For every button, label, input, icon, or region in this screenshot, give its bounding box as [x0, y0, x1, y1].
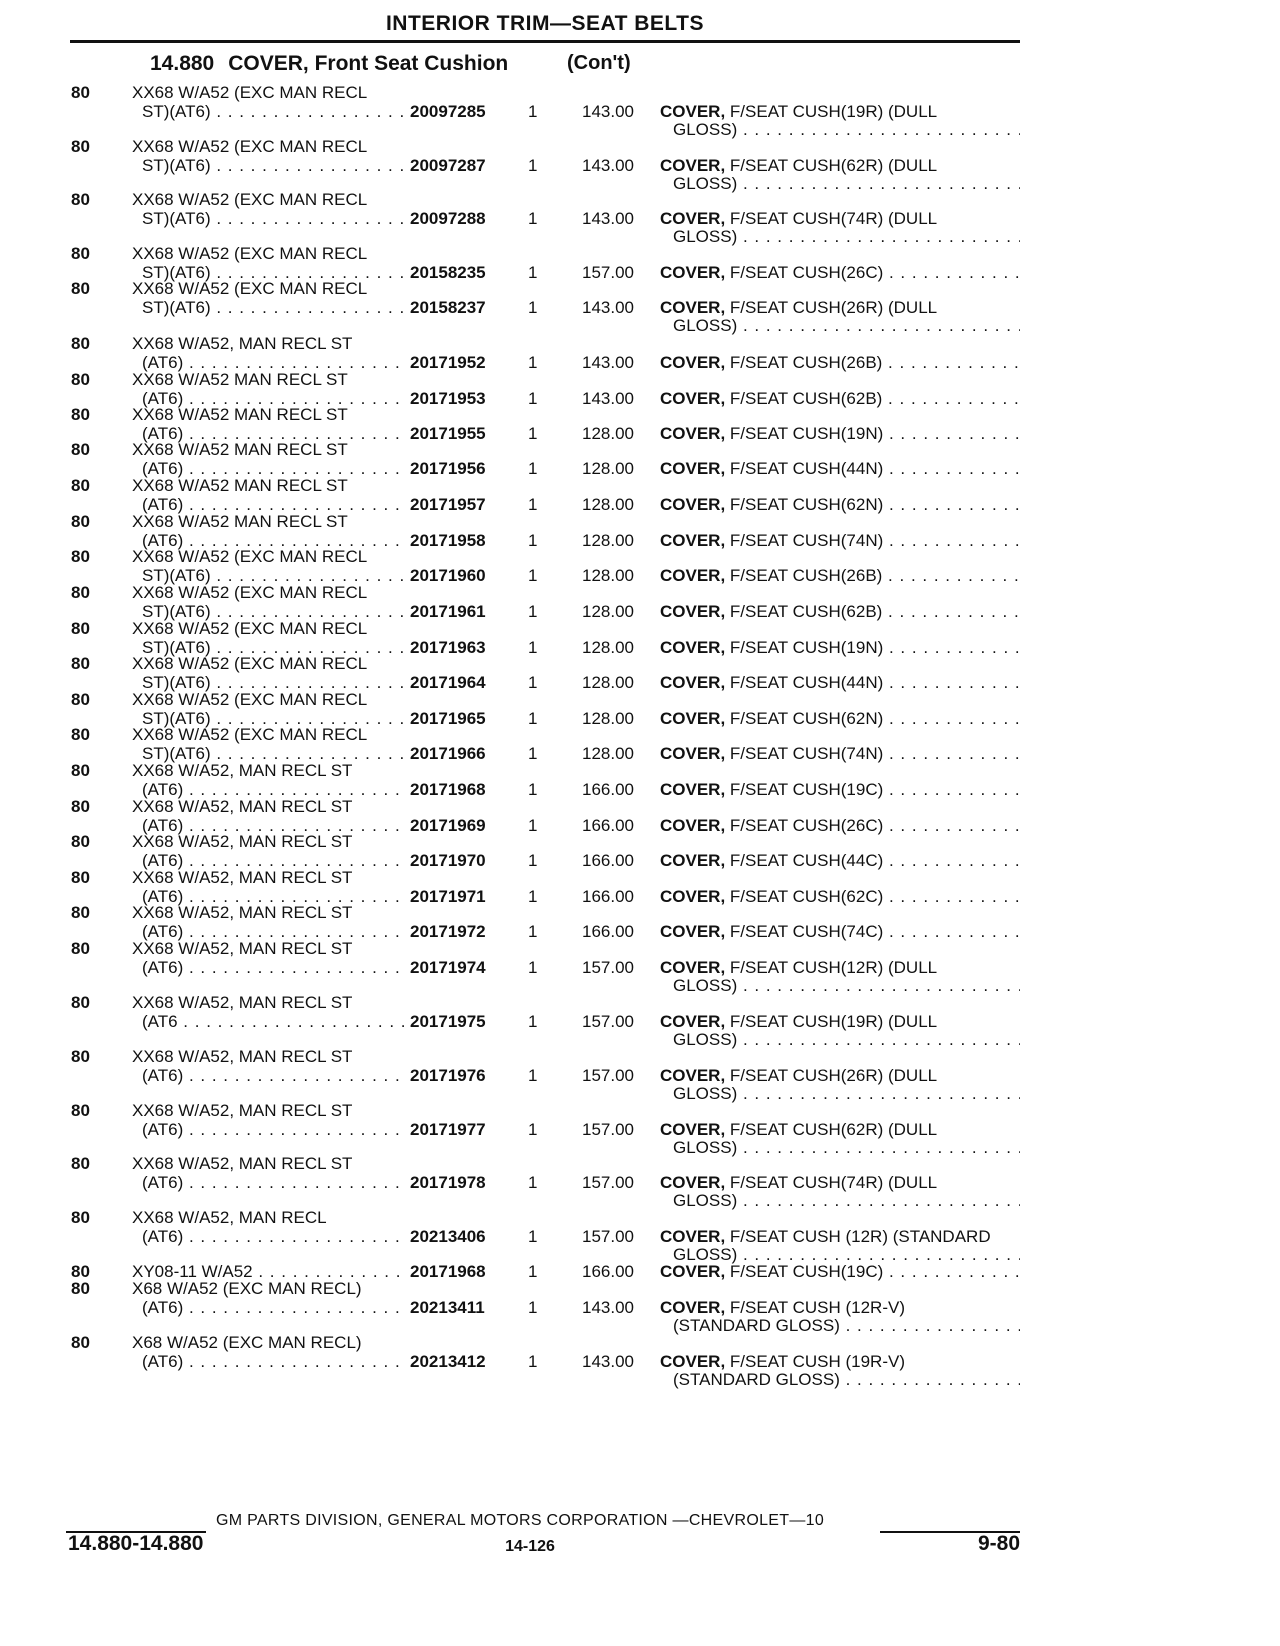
- row-quantity: 1: [528, 922, 538, 941]
- row-quantity: 1: [528, 389, 538, 408]
- row-price: 166.00: [582, 1262, 634, 1281]
- row-description-line1: COVER, F/SEAT CUSH(74R) (DULL: [660, 210, 938, 228]
- row-model-line2: (AT6) . . .: [142, 532, 404, 550]
- row-description-line1: COVER, F/SEAT CUSH(74N) . . .: [660, 532, 1020, 550]
- row-quantity: 1: [528, 744, 538, 763]
- row-quantity: 1: [528, 156, 538, 175]
- row-model-line1: X68 W/A52 (EXC MAN RECL): [132, 1279, 362, 1298]
- row-model-line2: (AT6) . . .: [142, 817, 404, 835]
- row-price: 143.00: [582, 298, 634, 317]
- row-price: 128.00: [582, 638, 634, 657]
- row-description-line2: GLOSS) . . .: [673, 1085, 1020, 1103]
- row-part-number: 20097287: [410, 156, 486, 175]
- row-model-line1: XX68 W/A52, MAN RECL ST: [132, 832, 353, 851]
- row-model-line2: ST)(AT6) . . .: [142, 639, 404, 657]
- row-price: 143.00: [582, 156, 634, 175]
- row-model-line2: ST)(AT6) . . .: [142, 157, 404, 175]
- row-code: 80: [71, 832, 90, 851]
- row-code: 80: [71, 512, 90, 531]
- row-quantity: 1: [528, 459, 538, 478]
- row-price: 143.00: [582, 102, 634, 121]
- row-part-number: 20171970: [410, 851, 486, 870]
- row-model-line2: (AT6) . . .: [142, 390, 404, 408]
- row-description-line1: COVER, F/SEAT CUSH (12R-V): [660, 1299, 905, 1317]
- row-model-line2: (AT6) . . .: [142, 888, 404, 906]
- row-part-number: 20171957: [410, 495, 486, 514]
- row-model-line1: XX68 W/A52 (EXC MAN RECL: [132, 137, 368, 156]
- row-model-line1: XX68 W/A52 (EXC MAN RECL: [132, 690, 368, 709]
- row-model-line1: XX68 W/A52 (EXC MAN RECL: [132, 244, 368, 263]
- row-model-line1: XX68 W/A52 (EXC MAN RECL: [132, 547, 368, 566]
- row-part-number: 20171958: [410, 531, 486, 550]
- row-code: 80: [71, 244, 90, 263]
- row-description-line1: COVER, F/SEAT CUSH(74N) . . .: [660, 745, 1020, 763]
- row-part-number: 20171977: [410, 1120, 486, 1139]
- row-model-line2: (AT6) . . .: [142, 1228, 404, 1246]
- row-price: 166.00: [582, 816, 634, 835]
- row-model-line2: ST)(AT6) . . .: [142, 603, 404, 621]
- row-description-line2: GLOSS) . . .: [673, 228, 1020, 246]
- row-model-line2: ST)(AT6) . . .: [142, 674, 404, 692]
- row-code: 80: [71, 1101, 90, 1120]
- row-model-line2: (AT6) . . .: [142, 1121, 404, 1139]
- row-description-line1: COVER, F/SEAT CUSH(19C) . . .: [660, 1263, 1020, 1281]
- row-price: 128.00: [582, 673, 634, 692]
- row-description-line1: COVER, F/SEAT CUSH(44N) . . .: [660, 674, 1020, 692]
- row-model-line1: XX68 W/A52, MAN RECL ST: [132, 1154, 353, 1173]
- row-description-line1: COVER, F/SEAT CUSH(62B) . . .: [660, 390, 1020, 408]
- row-model-line2: (AT6 . . .: [142, 1013, 404, 1031]
- row-model-line1: XX68 W/A52, MAN RECL ST: [132, 1101, 353, 1120]
- row-part-number: 20171969: [410, 816, 486, 835]
- row-model-line1: XX68 W/A52 MAN RECL ST: [132, 405, 348, 424]
- row-code: 80: [71, 761, 90, 780]
- row-model-line2: (AT6) . . .: [142, 781, 404, 799]
- row-description-line1: COVER, F/SEAT CUSH(26R) (DULL: [660, 299, 938, 317]
- row-code: 80: [71, 1279, 90, 1298]
- row-description-line1: COVER, F/SEAT CUSH(44N) . . .: [660, 460, 1020, 478]
- row-model-line2: (AT6) . . .: [142, 460, 404, 478]
- row-description-line1: COVER, F/SEAT CUSH(19N) . . .: [660, 425, 1020, 443]
- row-part-number: 20171963: [410, 638, 486, 657]
- row-description-line1: COVER, F/SEAT CUSH(19R) (DULL: [660, 1013, 938, 1031]
- row-price: 128.00: [582, 495, 634, 514]
- row-price: 166.00: [582, 887, 634, 906]
- row-description-line1: COVER, F/SEAT CUSH(74C) . . .: [660, 923, 1020, 941]
- row-quantity: 1: [528, 958, 538, 977]
- row-model-line1: XX68 W/A52 MAN RECL ST: [132, 476, 348, 495]
- row-model-line2: (AT6) . . .: [142, 852, 404, 870]
- row-code: 80: [71, 405, 90, 424]
- section-continued: (Con't): [567, 52, 631, 74]
- row-quantity: 1: [528, 709, 538, 728]
- row-description-line1: COVER, F/SEAT CUSH(62R) (DULL: [660, 1121, 938, 1139]
- row-model-line1: XX68 W/A52 (EXC MAN RECL: [132, 583, 368, 602]
- row-part-number: 20171953: [410, 389, 486, 408]
- row-price: 166.00: [582, 780, 634, 799]
- row-quantity: 1: [528, 1227, 538, 1246]
- row-part-number: 20213412: [410, 1352, 486, 1371]
- row-price: 143.00: [582, 1352, 634, 1371]
- row-quantity: 1: [528, 209, 538, 228]
- row-part-number: 20171952: [410, 353, 486, 372]
- row-quantity: 1: [528, 638, 538, 657]
- row-price: 128.00: [582, 744, 634, 763]
- row-part-number: 20171975: [410, 1012, 486, 1031]
- row-price: 143.00: [582, 389, 634, 408]
- row-part-number: 20171964: [410, 673, 486, 692]
- row-quantity: 1: [528, 353, 538, 372]
- row-quantity: 1: [528, 1173, 538, 1192]
- row-part-number: 20171976: [410, 1066, 486, 1085]
- row-description-line1: COVER, F/SEAT CUSH(62R) (DULL: [660, 157, 938, 175]
- row-quantity: 1: [528, 102, 538, 121]
- row-quantity: 1: [528, 816, 538, 835]
- row-description-line1: COVER, F/SEAT CUSH(19N) . . .: [660, 639, 1020, 657]
- row-quantity: 1: [528, 531, 538, 550]
- row-part-number: 20171972: [410, 922, 486, 941]
- row-quantity: 1: [528, 780, 538, 799]
- row-description-line1: COVER, F/SEAT CUSH(26B) . . .: [660, 567, 1020, 585]
- row-description-line2: (STANDARD GLOSS) . . .: [673, 1317, 1020, 1335]
- row-model-line1: XX68 W/A52 (EXC MAN RECL: [132, 619, 368, 638]
- row-code: 80: [71, 993, 90, 1012]
- row-description-line2: GLOSS) . . .: [673, 1139, 1020, 1157]
- row-model-line1: XX68 W/A52, MAN RECL ST: [132, 797, 353, 816]
- row-model-line1: XX68 W/A52, MAN RECL ST: [132, 903, 353, 922]
- row-model-line1: XX68 W/A52 MAN RECL ST: [132, 440, 348, 459]
- row-model-line2: ST)(AT6) . . .: [142, 103, 404, 121]
- row-part-number: 20171966: [410, 744, 486, 763]
- row-model-line1: XX68 W/A52 (EXC MAN RECL: [132, 83, 368, 102]
- row-code: 80: [71, 547, 90, 566]
- row-model-line2: ST)(AT6) . . .: [142, 299, 404, 317]
- row-description-line1: COVER, F/SEAT CUSH (12R) (STANDARD: [660, 1228, 991, 1246]
- row-model-line1: X68 W/A52 (EXC MAN RECL): [132, 1333, 362, 1352]
- row-model-line1: XX68 W/A52, MAN RECL ST: [132, 868, 353, 887]
- section-heading: [150, 52, 631, 76]
- section-name: COVER, Front Seat Cushion: [228, 52, 509, 75]
- row-model-line2: ST)(AT6) . . .: [142, 567, 404, 585]
- row-code: 80: [71, 279, 90, 298]
- row-code: 80: [71, 440, 90, 459]
- row-quantity: 1: [528, 263, 538, 282]
- row-code: 80: [71, 1047, 90, 1066]
- row-code: 80: [71, 137, 90, 156]
- row-description-line2: (STANDARD GLOSS) . . .: [673, 1371, 1020, 1389]
- row-code: 80: [71, 370, 90, 389]
- row-model-line2: ST)(AT6) . . .: [142, 210, 404, 228]
- row-model-line2: ST)(AT6) . . .: [142, 745, 404, 763]
- row-description-line2: GLOSS) . . .: [673, 977, 1020, 995]
- row-code: 80: [71, 797, 90, 816]
- row-price: 128.00: [582, 459, 634, 478]
- row-model-line2: ST)(AT6) . . .: [142, 264, 404, 282]
- row-model-line2: (AT6) . . .: [142, 1353, 404, 1371]
- row-quantity: 1: [528, 566, 538, 585]
- row-code: 80: [71, 1208, 90, 1227]
- footer-page-number: 14-126: [505, 1538, 555, 1555]
- row-description-line1: COVER, F/SEAT CUSH (19R-V): [660, 1353, 905, 1371]
- title-rule: [70, 40, 1020, 43]
- row-part-number: 20171968: [410, 1262, 486, 1281]
- row-price: 166.00: [582, 922, 634, 941]
- row-price: 157.00: [582, 958, 634, 977]
- row-description-line1: COVER, F/SEAT CUSH(26R) (DULL: [660, 1067, 938, 1085]
- row-model-line2: (AT6) . . .: [142, 923, 404, 941]
- row-code: 80: [71, 1154, 90, 1173]
- row-part-number: 20171978: [410, 1173, 486, 1192]
- row-part-number: 20171961: [410, 602, 486, 621]
- row-part-number: 20171965: [410, 709, 486, 728]
- row-part-number: 20171960: [410, 566, 486, 585]
- row-quantity: 1: [528, 1120, 538, 1139]
- row-price: 128.00: [582, 602, 634, 621]
- row-code: 80: [71, 939, 90, 958]
- row-quantity: 1: [528, 1352, 538, 1371]
- row-description-line1: COVER, F/SEAT CUSH(26C) . . .: [660, 817, 1020, 835]
- row-quantity: 1: [528, 887, 538, 906]
- row-description-line1: COVER, F/SEAT CUSH(62N) . . .: [660, 710, 1020, 728]
- row-model-line1: XX68 W/A52 MAN RECL ST: [132, 370, 348, 389]
- row-quantity: 1: [528, 298, 538, 317]
- row-model-line2: (AT6) . . .: [142, 425, 404, 443]
- row-model-line2: (AT6) . . .: [142, 496, 404, 514]
- row-code: 80: [71, 868, 90, 887]
- row-price: 157.00: [582, 1173, 634, 1192]
- row-model-line2: (AT6) . . .: [142, 1067, 404, 1085]
- row-quantity: 1: [528, 1012, 538, 1031]
- row-description-line1: COVER, F/SEAT CUSH(26B) . . .: [660, 354, 1020, 372]
- row-part-number: 20158237: [410, 298, 486, 317]
- row-quantity: 1: [528, 851, 538, 870]
- row-code: 80: [71, 1333, 90, 1352]
- row-part-number: 20171968: [410, 780, 486, 799]
- row-quantity: 1: [528, 673, 538, 692]
- row-model-line2: (AT6) . . .: [142, 959, 404, 977]
- row-quantity: 1: [528, 424, 538, 443]
- row-price: 157.00: [582, 1227, 634, 1246]
- row-description-line1: COVER, F/SEAT CUSH(44C) . . .: [660, 852, 1020, 870]
- row-part-number: 20171971: [410, 887, 486, 906]
- row-quantity: 1: [528, 1298, 538, 1317]
- row-quantity: 1: [528, 1262, 538, 1281]
- row-description-line2: GLOSS) . . .: [673, 121, 1020, 139]
- row-price: 128.00: [582, 709, 634, 728]
- row-model-line1: XX68 W/A52 (EXC MAN RECL: [132, 279, 368, 298]
- row-code: 80: [71, 725, 90, 744]
- row-price: 157.00: [582, 1012, 634, 1031]
- row-model-line1: XX68 W/A52 (EXC MAN RECL: [132, 654, 368, 673]
- row-description-line2: GLOSS) . . .: [673, 317, 1020, 335]
- row-description-line2: GLOSS) . . .: [673, 1031, 1020, 1049]
- row-quantity: 1: [528, 495, 538, 514]
- row-model-line2: (AT6) . . .: [142, 354, 404, 372]
- row-model-line1: XX68 W/A52 (EXC MAN RECL: [132, 190, 368, 209]
- row-part-number: 20097285: [410, 102, 486, 121]
- row-model-line2: ST)(AT6) . . .: [142, 710, 404, 728]
- row-description-line2: GLOSS) . . .: [673, 175, 1020, 193]
- row-model-line1: XX68 W/A52, MAN RECL ST: [132, 993, 353, 1012]
- row-price: 128.00: [582, 531, 634, 550]
- row-price: 128.00: [582, 566, 634, 585]
- row-description-line1: COVER, F/SEAT CUSH(19R) (DULL: [660, 103, 938, 121]
- row-part-number: 20171955: [410, 424, 486, 443]
- row-description-line1: COVER, F/SEAT CUSH(62C) . . .: [660, 888, 1020, 906]
- row-description-line1: COVER, F/SEAT CUSH(19C) . . .: [660, 781, 1020, 799]
- row-model-line1: XX68 W/A52, MAN RECL ST: [132, 1047, 353, 1066]
- row-description-line1: COVER, F/SEAT CUSH(26C) . . .: [660, 264, 1020, 282]
- row-model-line1: XX68 W/A52 MAN RECL ST: [132, 512, 348, 531]
- row-price: 166.00: [582, 851, 634, 870]
- row-part-number: 20097288: [410, 209, 486, 228]
- row-code: 80: [71, 476, 90, 495]
- row-description-line1: COVER, F/SEAT CUSH(12R) (DULL: [660, 959, 938, 977]
- row-part-number: 20213411: [410, 1298, 485, 1317]
- row-price: 157.00: [582, 1120, 634, 1139]
- row-model-line2: (AT6) . . .: [142, 1299, 404, 1317]
- row-description-line2: GLOSS) . . .: [673, 1192, 1020, 1210]
- row-part-number: 20213406: [410, 1227, 486, 1246]
- row-description-line1: COVER, F/SEAT CUSH(62N) . . .: [660, 496, 1020, 514]
- row-part-number: 20171956: [410, 459, 486, 478]
- row-code: 80: [71, 619, 90, 638]
- row-price: 157.00: [582, 1066, 634, 1085]
- footer-date: 9-80: [977, 1532, 1020, 1555]
- row-model-line1: XX68 W/A52, MAN RECL ST: [132, 761, 353, 780]
- row-price: 143.00: [582, 353, 634, 372]
- row-description-line2: GLOSS) . . .: [673, 1246, 1020, 1264]
- row-description-line1: COVER, F/SEAT CUSH(74R) (DULL: [660, 1174, 938, 1192]
- row-description-line1: COVER, F/SEAT CUSH(62B) . . .: [660, 603, 1020, 621]
- row-price: 157.00: [582, 263, 634, 282]
- row-part-number: 20158235: [410, 263, 486, 282]
- row-model-line1: XX68 W/A52, MAN RECL ST: [132, 939, 353, 958]
- row-code: 80: [71, 690, 90, 709]
- row-quantity: 1: [528, 602, 538, 621]
- footer-group-range: 14.880-14.880: [68, 1532, 204, 1555]
- row-model-line2: (AT6) . . .: [142, 1174, 404, 1192]
- row-code: 80: [71, 334, 90, 353]
- section-number: 14.880: [150, 52, 215, 75]
- row-code: 80: [71, 903, 90, 922]
- page-title: INTERIOR TRIM—SEAT BELTS: [385, 12, 705, 35]
- row-model-line1: XX68 W/A52, MAN RECL: [132, 1208, 327, 1227]
- row-code: 80: [71, 583, 90, 602]
- row-price: 143.00: [582, 209, 634, 228]
- row-part-number: 20171974: [410, 958, 486, 977]
- row-price: 143.00: [582, 1298, 634, 1317]
- row-quantity: 1: [528, 1066, 538, 1085]
- row-model-line2: XY08-11 W/A52 . . .: [132, 1263, 404, 1281]
- row-code: 80: [71, 190, 90, 209]
- row-code: 80: [71, 83, 90, 102]
- row-price: 128.00: [582, 424, 634, 443]
- footer-publisher: GM PARTS DIVISION, GENERAL MOTORS CORPORATION —CHEVROLET—10: [216, 1512, 825, 1529]
- row-model-line1: XX68 W/A52 (EXC MAN RECL: [132, 725, 368, 744]
- row-code: 80: [71, 1262, 90, 1281]
- row-model-line1: XX68 W/A52, MAN RECL ST: [132, 334, 353, 353]
- row-code: 80: [71, 654, 90, 673]
